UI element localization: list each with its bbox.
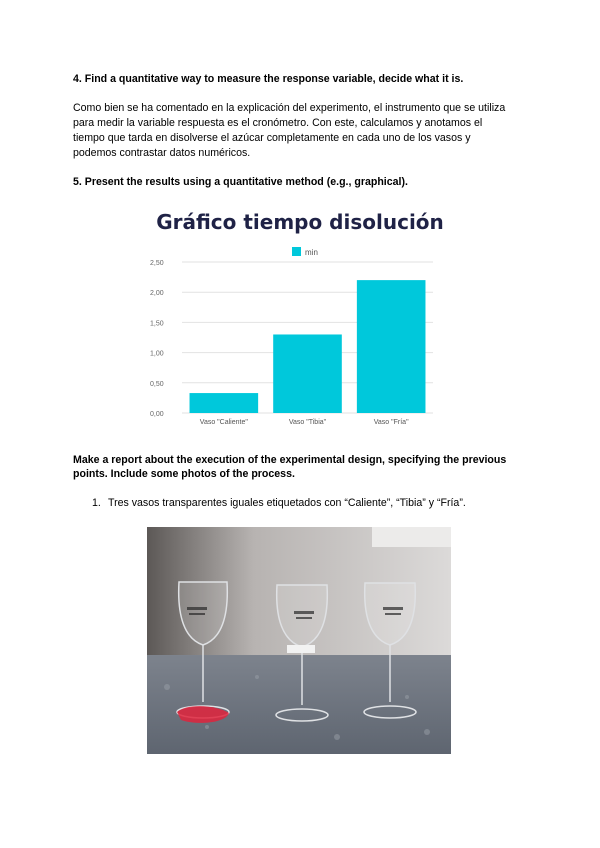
photo-counter: [147, 655, 451, 754]
section4-line-3: tiempo que tarda en disolverse el azúcar completamente en cada uno de los vasos y: [73, 132, 471, 144]
label-tag: [287, 645, 315, 653]
y-tick-label: 1,50: [150, 320, 164, 328]
x-tick-label: Vaso "Caliente": [199, 419, 248, 426]
report-heading-line-1: Make a report about the execution of the experimental design, specifying the previous: [73, 454, 507, 466]
bar: [190, 393, 259, 413]
legend-swatch: [292, 247, 301, 256]
y-tick-label: 1,00: [150, 350, 164, 358]
section4-line-1: Como bien se ha comentado en la explicación del experimento, el instrumento que se utiliza: [73, 102, 506, 114]
y-tick-label: 0,00: [150, 411, 164, 418]
chart-title: Gráfico tiempo disolución: [156, 210, 444, 234]
section5-heading: 5. Present the results using a quantitative method (e.g., graphical).: [73, 176, 408, 188]
y-tick-label: 2,00: [150, 290, 164, 298]
bar: [273, 334, 342, 413]
list-item-number: 1.: [92, 497, 101, 509]
bar: [357, 280, 426, 413]
photo-three-glasses: [147, 527, 451, 754]
x-tick-label: Vaso "Tibia": [288, 419, 327, 426]
report-heading-line-2: points. Include some photos of the process.: [73, 468, 295, 480]
section4-line-4: podemos contrastar datos numéricos.: [73, 147, 251, 159]
bar-chart: [150, 240, 450, 430]
chart-bars: [190, 280, 426, 413]
photo-outlet: [372, 527, 451, 547]
chart-y-tick-labels: [150, 260, 164, 418]
section4-line-2: para medir la variable respuesta es el cronómetro. Con este, calculamos y anotamos el: [73, 117, 483, 129]
chart-x-tick-labels: [200, 419, 409, 426]
photo-illustration: [147, 527, 451, 754]
legend-label: min: [305, 248, 318, 257]
y-tick-label: 0,50: [150, 380, 164, 388]
chart-legend: [292, 247, 318, 257]
x-tick-label: Vaso "Fría": [373, 419, 409, 426]
section4-heading: 4. Find a quantitative way to measure the response variable, decide what it is.: [73, 73, 464, 85]
list-item-text: Tres vasos transparentes iguales etiquetados con “Caliente”, “Tibia” y “Fría”.: [108, 497, 466, 509]
y-tick-label: 2,50: [150, 260, 164, 267]
